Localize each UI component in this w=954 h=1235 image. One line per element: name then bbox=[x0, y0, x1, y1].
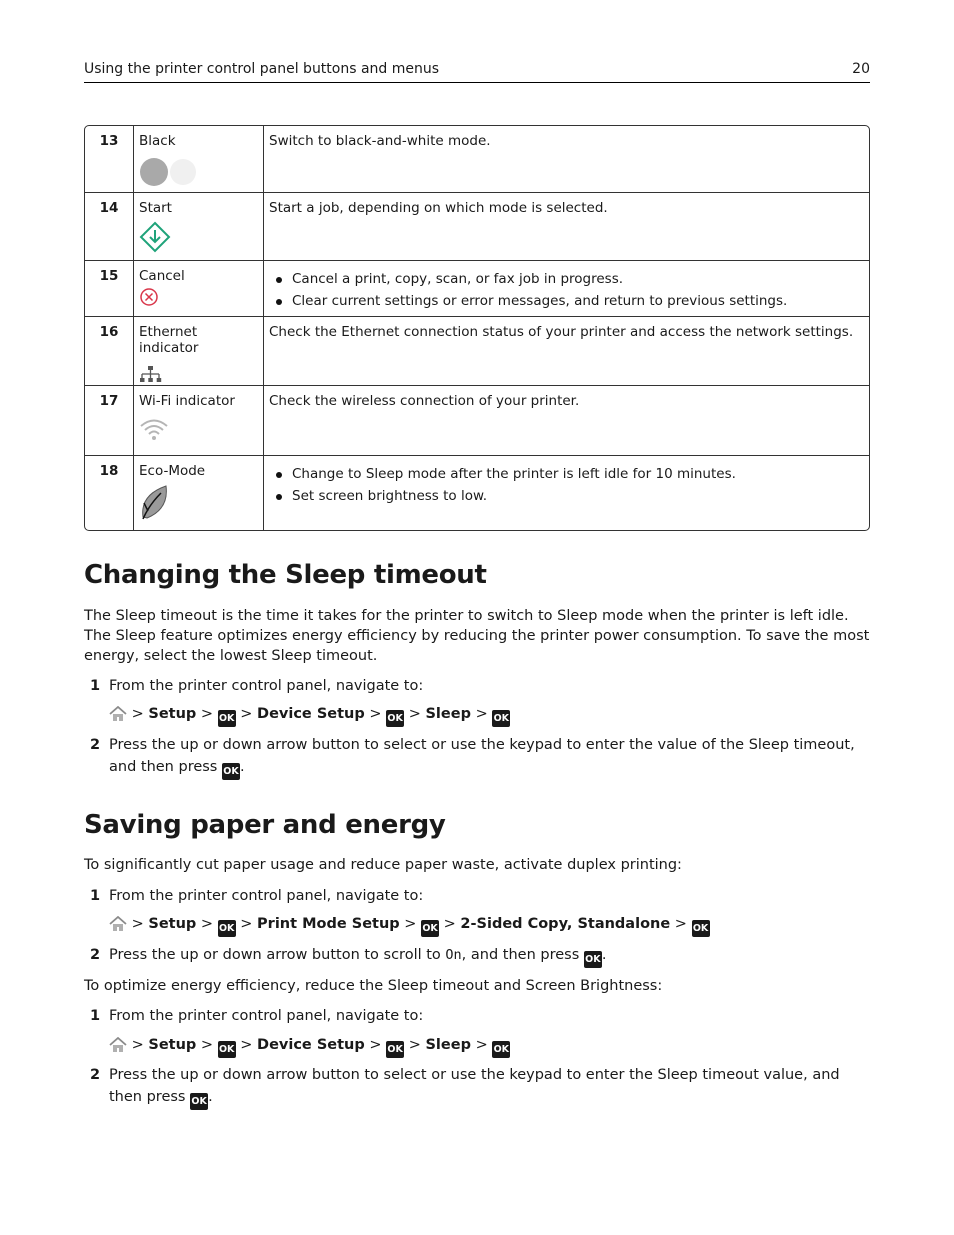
section-intro: The Sleep timeout is the time it takes for the printer to switch to Sleep mode when the printer is left idle. The Sleep feature optimizes energy efficiency by reducing the printer power consumption. To save the most energy, select the lowest Sleep timeout. bbox=[84, 608, 870, 664]
row-number: 18 bbox=[85, 455, 134, 530]
list-item: Change to Sleep mode after the printer is left idle for 10 minutes. bbox=[292, 466, 864, 482]
list-item: Set screen brightness to low. bbox=[292, 488, 864, 504]
code-value: On bbox=[445, 947, 462, 963]
menu-path: > Setup > OK > Device Setup > OK > Sleep > OK bbox=[109, 703, 510, 727]
menu-path: > Setup > OK > Device Setup > OK > Sleep > OK bbox=[109, 1034, 510, 1058]
table-row bbox=[85, 385, 869, 455]
step-text: From the printer control panel, navigate to: bbox=[109, 1008, 424, 1024]
step-1 bbox=[84, 1005, 870, 1027]
ok-button-icon: OK bbox=[492, 1041, 510, 1058]
step-number: 1 bbox=[90, 678, 101, 694]
step-number: 2 bbox=[90, 737, 101, 753]
step-text: From the printer control panel, navigate to: bbox=[109, 888, 424, 904]
row-number: 14 bbox=[85, 192, 134, 260]
description: Start a job, depending on which mode is selected. bbox=[269, 200, 608, 216]
ok-button-icon: OK bbox=[218, 1041, 236, 1058]
step-1 bbox=[84, 885, 870, 907]
row-number: 15 bbox=[85, 260, 134, 316]
path-item: Setup bbox=[148, 706, 197, 722]
black-mode-icon bbox=[139, 157, 197, 187]
path-item: Setup bbox=[148, 916, 197, 932]
step-number: 2 bbox=[90, 947, 101, 963]
eco-leaf-icon bbox=[139, 483, 169, 521]
ok-button-icon: OK bbox=[386, 1041, 404, 1058]
section-heading-sleep-timeout: Changing the Sleep timeout bbox=[84, 560, 487, 590]
cancel-x-icon bbox=[139, 287, 159, 307]
button-name: Black bbox=[139, 133, 176, 149]
step-text: Press the up or down arrow button to select or use the keypad to enter the value of the Sleep timeout, and then press bbox=[109, 737, 855, 775]
table-row bbox=[85, 126, 869, 192]
ok-button-icon: OK bbox=[222, 763, 240, 780]
button-name: Ethernet indicator bbox=[139, 324, 199, 356]
path-item: Sleep bbox=[425, 706, 471, 722]
button-reference-table bbox=[84, 125, 870, 531]
path-item: Print Mode Setup bbox=[257, 916, 400, 932]
wifi-icon bbox=[139, 417, 169, 441]
ethernet-icon bbox=[139, 365, 163, 385]
menu-path: > Setup > OK > Print Mode Setup > OK > 2-Sided Copy, Standalone > OK bbox=[109, 913, 710, 937]
ok-button-icon: OK bbox=[190, 1093, 208, 1110]
ok-button-icon: OK bbox=[218, 710, 236, 727]
table-row bbox=[85, 316, 869, 385]
step-text: Press the up or down arrow button to select or use the keypad to enter the Sleep timeout value, and then press bbox=[109, 1067, 840, 1105]
path-item: Device Setup bbox=[257, 706, 365, 722]
row-number: 13 bbox=[85, 126, 134, 192]
step-number: 2 bbox=[90, 1067, 101, 1083]
ok-button-icon: OK bbox=[386, 710, 404, 727]
button-name: Eco-Mode bbox=[139, 463, 206, 479]
table-row bbox=[85, 455, 869, 530]
ok-button-icon: OK bbox=[421, 920, 439, 937]
description: Check the wireless connection of your printer. bbox=[269, 393, 580, 409]
row-number: 16 bbox=[85, 316, 134, 385]
ok-button-icon: OK bbox=[584, 951, 602, 968]
bullet-list bbox=[269, 463, 864, 504]
start-diamond-icon bbox=[139, 221, 171, 253]
path-item: 2-Sided Copy, Standalone bbox=[460, 916, 671, 932]
button-name: Cancel bbox=[139, 268, 185, 284]
step-2: 2 Press the up or down arrow button to scroll to On, and then press OK. bbox=[84, 944, 870, 968]
description: Check the Ethernet connection status of your printer and access the network settings. bbox=[269, 324, 854, 340]
section-intro-2: To optimize energy efficiency, reduce the Sleep timeout and Screen Brightness: bbox=[84, 978, 663, 994]
path-item: Sleep bbox=[425, 1037, 471, 1053]
path-item: Setup bbox=[148, 1037, 197, 1053]
ok-button-icon: OK bbox=[218, 920, 236, 937]
section-intro: To significantly cut paper usage and reduce paper waste, activate duplex printing: bbox=[84, 857, 682, 873]
home-icon bbox=[109, 1037, 127, 1053]
button-name: Wi-Fi indicator bbox=[139, 393, 235, 409]
table-row bbox=[85, 260, 869, 316]
row-number: 17 bbox=[85, 385, 134, 455]
step-number: 1 bbox=[90, 1008, 101, 1024]
table-row bbox=[85, 192, 869, 260]
list-item: Cancel a print, copy, scan, or fax job in progress. bbox=[292, 271, 864, 287]
page-number: 20 bbox=[852, 61, 870, 77]
description: Switch to black-and-white mode. bbox=[269, 133, 491, 149]
page-header bbox=[84, 60, 870, 83]
button-name: Start bbox=[139, 200, 172, 216]
step-2: 2 Press the up or down arrow button to select or use the keypad to enter the Sleep timeout value, and then press OK. bbox=[84, 1064, 870, 1110]
step-1 bbox=[84, 675, 870, 697]
step-2: 2 Press the up or down arrow button to select or use the keypad to enter the value of the Sleep timeout, and then press OK. bbox=[84, 734, 870, 780]
home-icon bbox=[109, 706, 127, 722]
home-icon bbox=[109, 916, 127, 932]
section-heading-saving-paper: Saving paper and energy bbox=[84, 810, 446, 840]
step-number: 1 bbox=[90, 888, 101, 904]
path-item: Device Setup bbox=[257, 1037, 365, 1053]
ok-button-icon: OK bbox=[492, 710, 510, 727]
bullet-list bbox=[269, 268, 864, 309]
ok-button-icon: OK bbox=[692, 920, 710, 937]
header-title: Using the printer control panel buttons and menus bbox=[84, 61, 440, 77]
list-item: Clear current settings or error messages, and return to previous settings. bbox=[292, 293, 864, 309]
step-text: Press the up or down arrow button to scroll to bbox=[109, 947, 441, 963]
step-text: From the printer control panel, navigate to: bbox=[109, 678, 424, 694]
